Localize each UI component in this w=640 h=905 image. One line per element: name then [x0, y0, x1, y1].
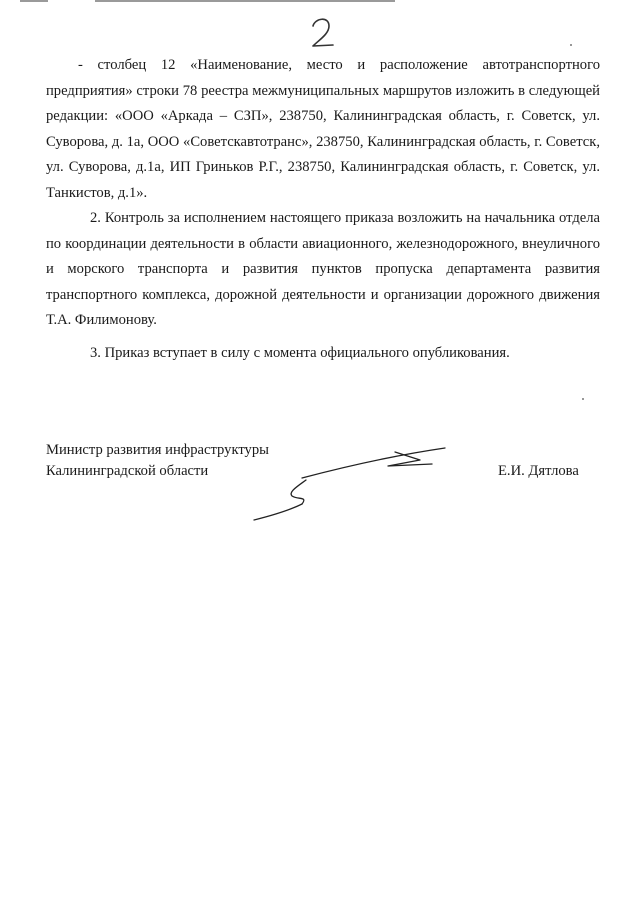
paragraph-column-12: - столбец 12 «Наименование, место и расположение автотранспортного предприятия» строки 78 реестра межмуниципальных маршрутов изложить в следующей редакции: «ООО «Аркада – СЗП», 238750, Калининградская область, г. Советск, ул. Суворова, д. 1а, ООО «Советскавтотранс», 238750, Калининградская область, г. Советск, ул. Суворова, д.1а, ИП Гриньков Р.Г., 238750, Калининградская область, г. Советск, ул. Танкистов, д.1». — [46, 57, 600, 201]
signatory-name: Е.И. Дятлова — [498, 463, 579, 479]
paragraph-control: 2. Контроль за исполнением настоящего приказа возложить на начальника отдела по координации деятельности в области авиационного, железнодорожного, внеуличного и морского транспорта и развития пунктов пропуска департамента развития транспортного комплекса, дорожной деятельности и организации дорожного движения Т.А. Филимонову. — [46, 210, 600, 329]
scan-edge-mark — [95, 0, 395, 2]
handwritten-page-number — [307, 12, 337, 52]
signatory-title-line2: Калининградской области — [46, 463, 209, 479]
scan-speck — [582, 398, 584, 400]
paragraph-effective-date: 3. Приказ вступает в силу с момента официального опубликования. — [90, 345, 510, 361]
signatory-title-line1: Министр развития инфраструктуры — [46, 442, 269, 458]
scan-edge-mark — [20, 0, 48, 2]
signatory-title — [46, 440, 269, 482]
scan-speck — [570, 44, 572, 46]
handwritten-signature — [250, 440, 450, 525]
